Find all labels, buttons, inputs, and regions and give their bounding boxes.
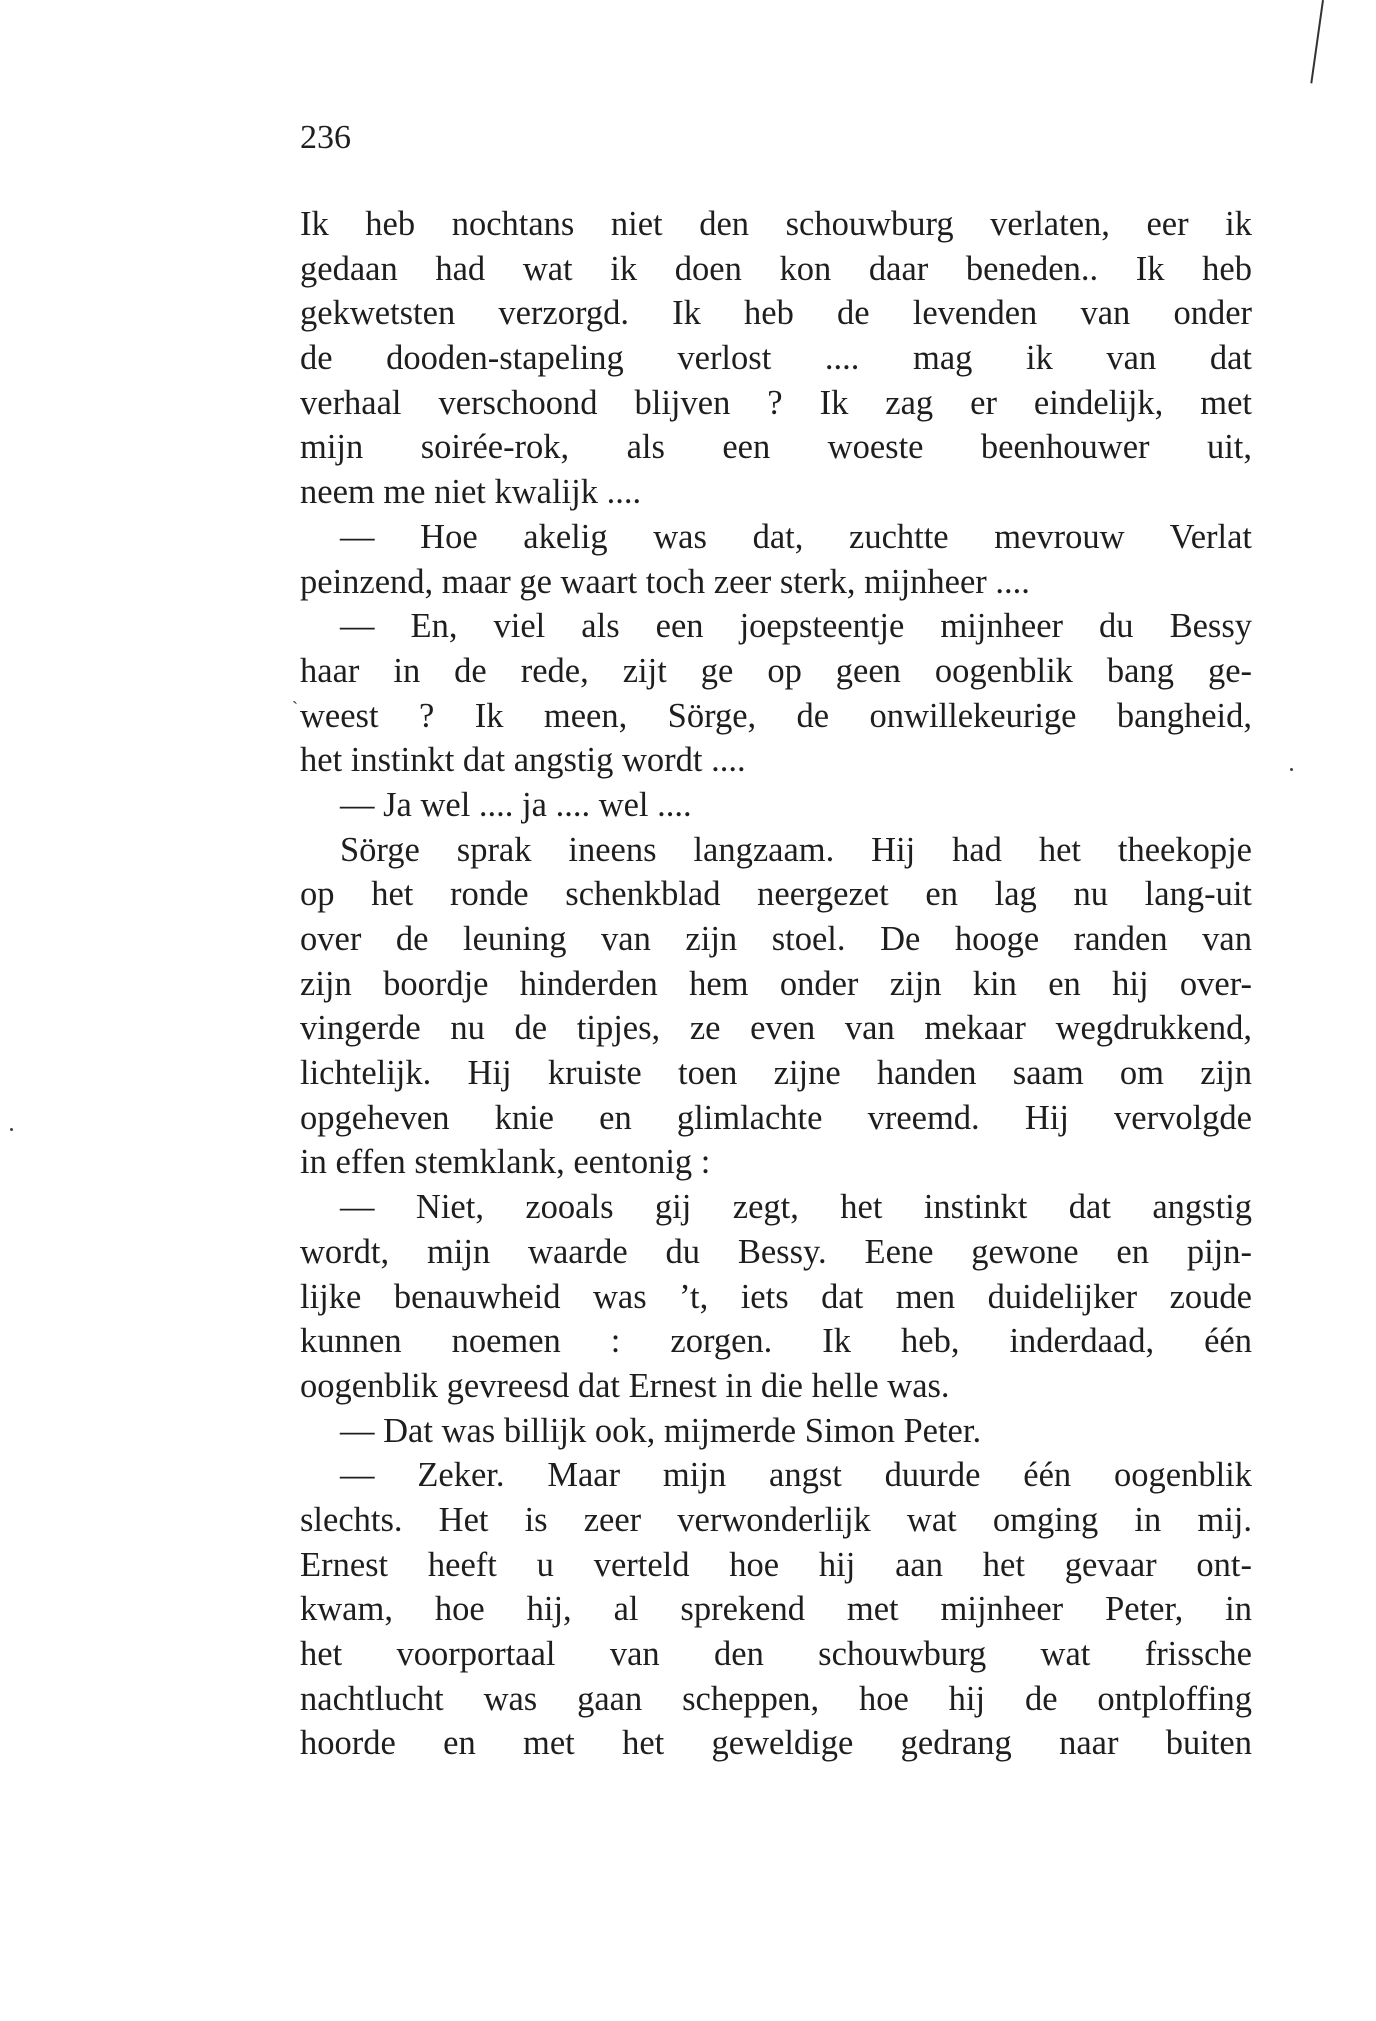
- text-line: — Ja wel .... ja .... wel ....: [340, 785, 692, 824]
- pencil-stroke-mark: [1310, 0, 1324, 83]
- text-line: vingerde nu de tipjes, ze even van mekaar wegdrukkend,: [300, 1009, 1252, 1048]
- text-line: hoorde en met het geweldige gedrang naar buiten: [300, 1724, 1252, 1763]
- text-line: gedaan had wat ik doen kon daar beneden.. Ik heb: [300, 249, 1252, 288]
- text-line: oogenblik gevreesd dat Ernest in die helle was.: [300, 1366, 950, 1405]
- ink-speck: [1290, 768, 1293, 771]
- ink-speck: [10, 1128, 13, 1131]
- text-line: over de leuning van zijn stoel. De hooge randen van: [300, 920, 1252, 958]
- text-line: Ernest heeft u verteld hoe hij aan het gevaar ont-: [300, 1545, 1252, 1584]
- text-line: neem me niet kwalijk ....: [300, 473, 642, 512]
- text-line: lichtelijk. Hij kruiste toen zijne handen saam om zijn: [300, 1054, 1252, 1093]
- text-line: peinzend, maar ge waart toch zeer sterk, mijnheer ....: [300, 562, 1030, 601]
- text-line: Ik heb nochtans niet den schouwburg verlaten, eer ik: [300, 205, 1252, 243]
- text-line: — En, viel als een joepsteentje mijnheer du Bessy: [340, 607, 1252, 646]
- text-line: mijn soirée-rok, als een woeste beenhouwer uit,: [300, 428, 1252, 467]
- text-line: in effen stemklank, eentonig :: [300, 1143, 711, 1182]
- text-line: slechts. Het is zeer verwonderlijk wat omging in mij.: [300, 1500, 1252, 1539]
- text-line: zijn boordje hinderden hem onder zijn kin en hij over-: [300, 964, 1252, 1003]
- text-line: kwam, hoe hij, al sprekend met mijnheer Peter, in: [300, 1590, 1252, 1629]
- text-line: haar in de rede, zijt ge op geen oogenblik bang ge-: [300, 651, 1252, 690]
- text-line: kunnen noemen : zorgen. Ik heb, inderdaad, één: [300, 1322, 1252, 1361]
- text-line: nachtlucht was gaan scheppen, hoe hij de ontploffing: [300, 1679, 1252, 1718]
- text-line: — Dat was billijk ook, mijmerde Simon Peter.: [340, 1411, 982, 1450]
- text-line: verhaal verschoond blijven ? Ik zag er eindelijk, met: [300, 383, 1252, 422]
- text-line: — Zeker. Maar mijn angst duurde één oogenblik: [340, 1456, 1252, 1495]
- text-line: lijke benauwheid was ’t, iets dat men duidelijker zoude: [300, 1277, 1252, 1316]
- text-line: weest ? Ik meen, Sörge, de onwillekeurige bangheid,: [300, 696, 1252, 735]
- page-number: 236: [300, 119, 351, 156]
- text-line: wordt, mijn waarde du Bessy. Eene gewone en pijn-: [300, 1232, 1252, 1271]
- text-line: het voorportaal van den schouwburg wat frissche: [300, 1635, 1252, 1673]
- text-line: — Hoe akelig was dat, zuchtte mevrouw Verlat: [340, 517, 1252, 556]
- text-line: de dooden-stapeling verlost .... mag ik van dat: [300, 339, 1252, 378]
- text-line: op het ronde schenkblad neergezet en lag nu lang-uit: [300, 875, 1252, 914]
- text-line: opgeheven knie en glimlachte vreemd. Hij vervolgde: [300, 1098, 1252, 1137]
- text-line: het instinkt dat angstig wordt ....: [300, 741, 746, 780]
- margin-tick-mark: ˎ: [292, 684, 298, 704]
- text-line: Sörge sprak ineens langzaam. Hij had het theekopje: [340, 830, 1252, 869]
- body-text: [300, 202, 1252, 1766]
- text-line: gekwetsten verzorgd. Ik heb de levenden van onder: [300, 294, 1252, 333]
- text-line: — Niet, zooals gij zegt, het instinkt dat angstig: [340, 1188, 1252, 1227]
